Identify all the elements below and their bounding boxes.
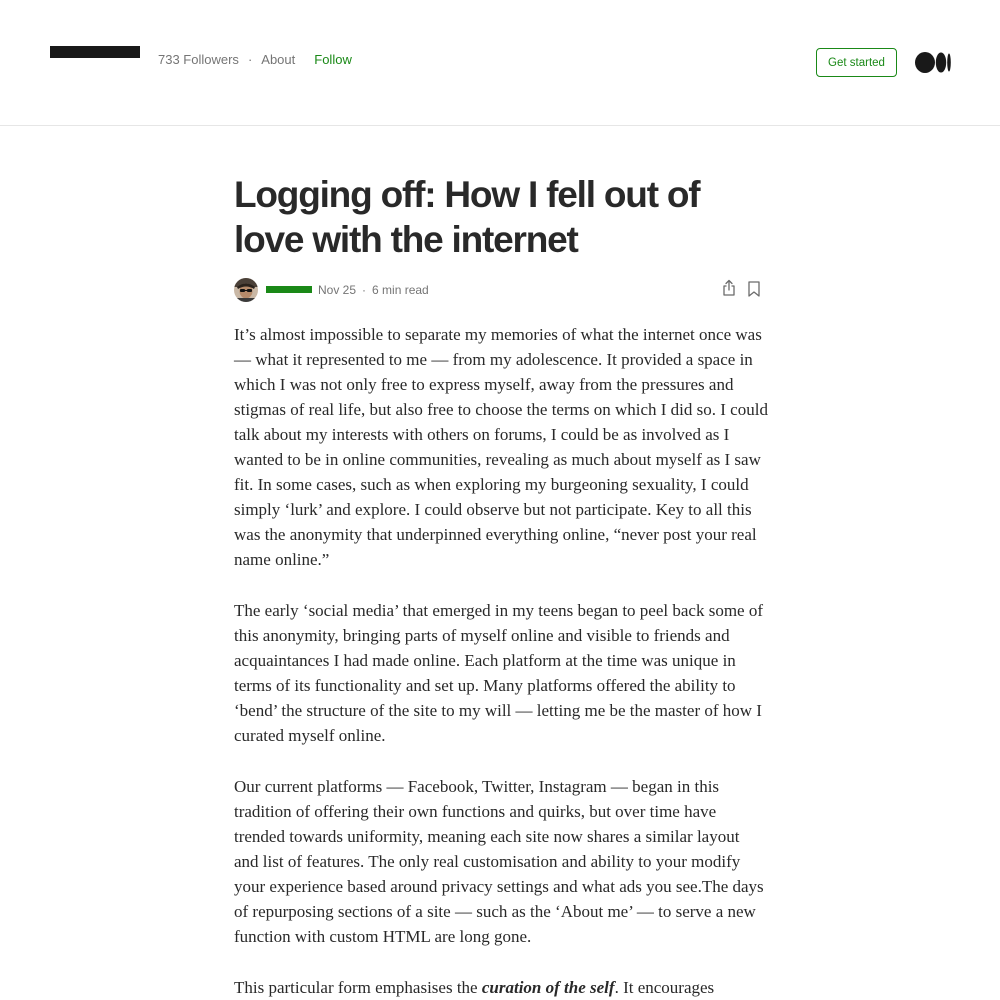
followers-count[interactable]: 733 Followers — [158, 52, 239, 67]
avatar-image — [234, 278, 258, 302]
publication-logo[interactable] — [50, 46, 140, 58]
article-meta — [318, 283, 429, 297]
top-bar — [0, 0, 1000, 126]
read-time: 6 min read — [372, 283, 429, 297]
meta-separator: · — [362, 283, 367, 297]
bookmark-icon[interactable] — [746, 280, 762, 298]
paragraph: The early ‘social media’ that emerged in my teens began to peel back some of this anonymity, bringing parts of myself online and visible to friends and acquaintances I had made online. Each platform at the time was unique in terms of its functionality and set up. Many platforms offered the ability to ‘bend’ the structure of the site to my will — letting me be the master of how I curated myself online. — [234, 601, 764, 745]
about-link[interactable]: About — [261, 52, 296, 67]
paragraph-text: This particular form emphasises the — [234, 978, 482, 997]
article — [234, 172, 768, 1000]
article-body — [234, 322, 768, 1000]
separator-dot: · — [247, 52, 253, 67]
paragraph: Our current platforms — Facebook, Twitter, Instagram — began in this tradition of offering their own functions and quirks, but over time have trended towards uniformity, meaning each site now shares a similar layout and list of features. The only real customisation and ability to your modify your experience based around privacy settings and what ads you see.The days of repurposing sections of a site — such as the ‘About me’ — to serve a new function with custom HTML are long gone. — [234, 777, 764, 946]
publish-date: Nov 25 — [318, 283, 357, 297]
paragraph-text: . It encourages — [614, 978, 715, 997]
medium-logo-icon[interactable] — [915, 52, 951, 73]
publication-links — [158, 52, 352, 67]
emphasis-text: curation of the self — [481, 978, 615, 997]
follow-link[interactable]: Follow — [314, 52, 352, 67]
share-icon[interactable] — [720, 279, 738, 297]
article-title: Logging off: How I fell out of love with the internet — [234, 174, 700, 260]
get-started-button[interactable]: Get started — [816, 48, 897, 77]
paragraph: It’s almost impossible to separate my memories of what the internet once was — what it represented to me — from my adolescence. It provided a space in which I was not only free to express myself, away from the pressures and stigmas of real life, but also free to choose the terms on which I did so. I could talk about my interests with others on forums, I could be as involved as I wanted to be in online communities, revealing as much about myself as I saw fit. In some cases, such as when exploring my burgeoning sexuality, I could simply ‘lurk’ and explore. I could observe but not participate. Key to all this was the anonymity that underpinned everything online, “never post your real name online.” — [234, 325, 768, 569]
author-avatar[interactable] — [234, 278, 258, 302]
author-name[interactable] — [266, 286, 312, 293]
paragraph — [234, 975, 768, 1000]
byline — [234, 278, 768, 304]
